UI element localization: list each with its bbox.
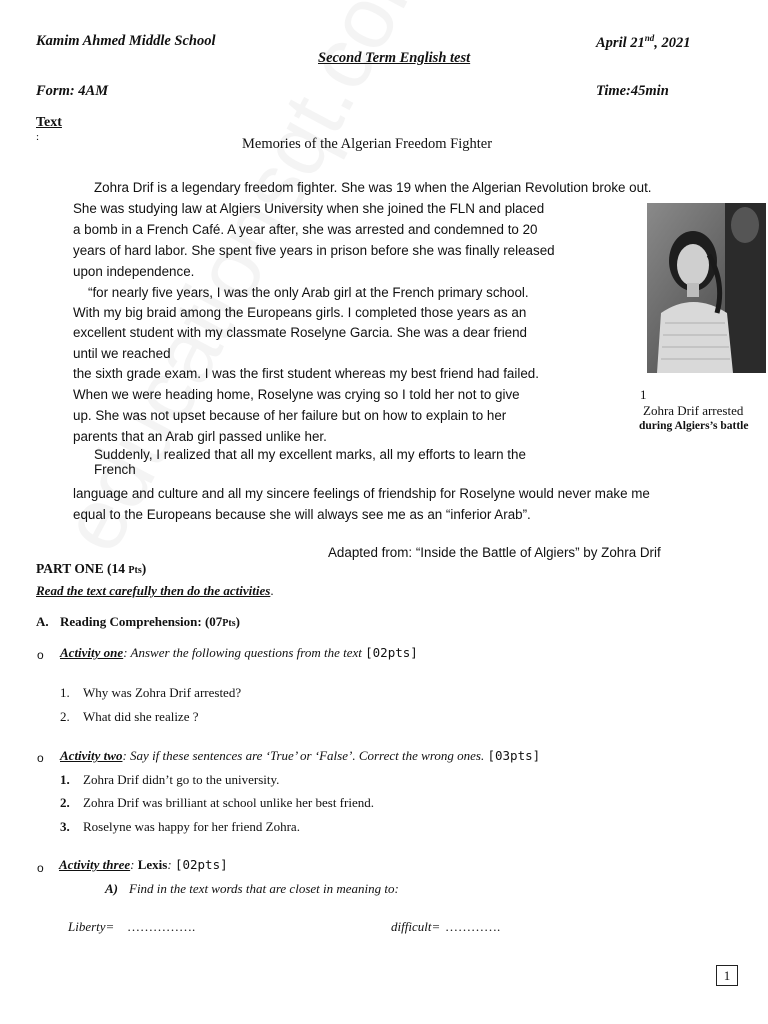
- article-line: the sixth grade exam. I was the first student whereas my best friend had failed.: [73, 366, 539, 381]
- article-line: equal to the Europeans because she will always see me as an “inferior Arab”.: [73, 507, 531, 522]
- part-one-title-main: PART ONE (14: [36, 561, 129, 576]
- question-text: Why was Zohra Drif arrested?: [83, 685, 242, 700]
- section-a-pts: Pts: [222, 618, 236, 629]
- article-source: Adapted from: “Inside the Battle of Algiers” by Zohra Drif: [328, 545, 661, 560]
- page-number: 1: [716, 965, 738, 986]
- school-name: Kamim Ahmed Middle School: [36, 33, 216, 49]
- activity-three-sub-text: Find in the text words that are closet in meaning to:: [129, 881, 399, 896]
- activity-two-points: [03pts]: [487, 748, 541, 763]
- question-number: 2.: [60, 709, 70, 724]
- article-line: until we reached: [73, 346, 171, 361]
- activity-two-label: Activity two: [60, 748, 123, 763]
- form-label: Form: 4AM: [36, 83, 109, 99]
- photo-number: 1: [640, 387, 647, 402]
- article-line: parents that an Arab girl passed unlike her.: [73, 429, 327, 444]
- article-line: “for nearly five years, I was the only Arab girl at the French primary school.: [88, 285, 529, 300]
- article-line: When we were heading home, Roselyne was crying so I told her not to give: [73, 387, 520, 402]
- statement-number: 3.: [60, 819, 70, 834]
- activity-one-points: [02pts]: [365, 645, 418, 660]
- statement-number: 1.: [60, 772, 70, 787]
- article-line: excellent student with my classmate Roselyne Garcia. She was a dear friend: [73, 325, 528, 340]
- activity-three-label: Activity three: [59, 857, 131, 872]
- photo-caption-line1: Zohra Drif arrested: [643, 403, 744, 418]
- text-label: Text: [36, 115, 62, 130]
- statement-number: 2.: [60, 795, 70, 810]
- article-line: upon independence.: [73, 264, 195, 279]
- part-one-pts: Pts: [128, 565, 142, 576]
- bullet-icon: o: [37, 861, 44, 875]
- activity-three-heading: [59, 857, 228, 873]
- zohra-drif-photo: [647, 203, 766, 373]
- instruction-text: Read the text carefully then do the activities: [36, 583, 271, 598]
- activity-two-text: : Say if these sentences are ‘True’ or ‘False’. Correct the wrong ones.: [122, 748, 488, 763]
- activity-three-sub-label: A): [105, 881, 118, 896]
- statement-text: Zohra Drif was brilliant at school unlike her best friend.: [83, 795, 374, 810]
- statement-text: Zohra Drif didn’t go to the university.: [83, 772, 280, 787]
- bullet-icon: o: [37, 648, 44, 662]
- bullet-icon: o: [37, 751, 44, 765]
- part-one-title-end: ): [141, 561, 147, 576]
- part-one-title: [36, 561, 146, 577]
- date-year: , 2021: [654, 34, 691, 51]
- difficult-label: difficult=: [391, 919, 441, 934]
- article-line: With my big braid among the Europeans girls. I completed those years as an: [73, 305, 527, 320]
- difficult-answer-blank[interactable]: ………….: [445, 919, 501, 934]
- test-title: Second Term English test: [318, 50, 471, 66]
- section-a-title-main: Reading Comprehension: (07: [60, 614, 223, 629]
- instruction-period: .: [270, 583, 274, 598]
- date-main: April 21: [596, 34, 645, 51]
- section-a-title: [60, 614, 240, 630]
- article-line: She was studying law at Algiers University when she joined the FLN and placed: [73, 201, 545, 216]
- activity-one-label: Activity one: [60, 645, 124, 660]
- activity-three-colon2: :: [167, 857, 175, 872]
- section-a-label: A.: [36, 614, 49, 629]
- activity-two-heading: [60, 748, 540, 764]
- date-suffix-sup: nd: [644, 33, 655, 43]
- part-one-instruction: [36, 583, 274, 599]
- activity-three-points: [02pts]: [174, 857, 228, 872]
- activity-one-text: : Answer the following questions from the text: [123, 645, 366, 660]
- section-a-title-end: ): [235, 614, 240, 629]
- liberty-label: Liberty=: [68, 919, 115, 934]
- statement-text: Roselyne was happy for her friend Zohra.: [83, 819, 300, 834]
- question-number: 1.: [60, 685, 70, 700]
- article-line: Zohra Drif is a legendary freedom fighter. She was 19 when the Algerian Revolution broke out.: [94, 180, 652, 195]
- photo-illustration: [647, 203, 766, 373]
- activity-three-lexis: Lexis: [137, 857, 168, 872]
- article-line: years of hard labor. She spent five years in prison before she was finally released: [73, 243, 555, 258]
- text-label-colon: :: [36, 131, 40, 143]
- article-line: French: [94, 462, 136, 477]
- liberty-answer-blank[interactable]: …………….: [127, 919, 196, 934]
- question-text: What did she realize ?: [83, 709, 199, 724]
- test-date: [596, 33, 691, 52]
- article-line: Suddenly, I realized that all my excellent marks, all my efforts to learn the: [94, 447, 526, 462]
- activity-one-heading: [60, 645, 418, 661]
- article-line: language and culture and all my sincere feelings of friendship for Roselyne would never make me: [73, 486, 650, 501]
- article-line: a bomb in a French Café. A year after, she was arrested and condemned to 20: [73, 222, 538, 237]
- article-line: up. She was not upset because of her failure but on how to explain to her: [73, 408, 507, 423]
- time-label: Time:45min: [596, 83, 669, 99]
- article-title: Memories of the Algerian Freedom Fighter: [242, 136, 493, 152]
- photo-caption-line2: during Algiers’s battle: [639, 420, 749, 432]
- activity-three-colon: :: [130, 857, 138, 872]
